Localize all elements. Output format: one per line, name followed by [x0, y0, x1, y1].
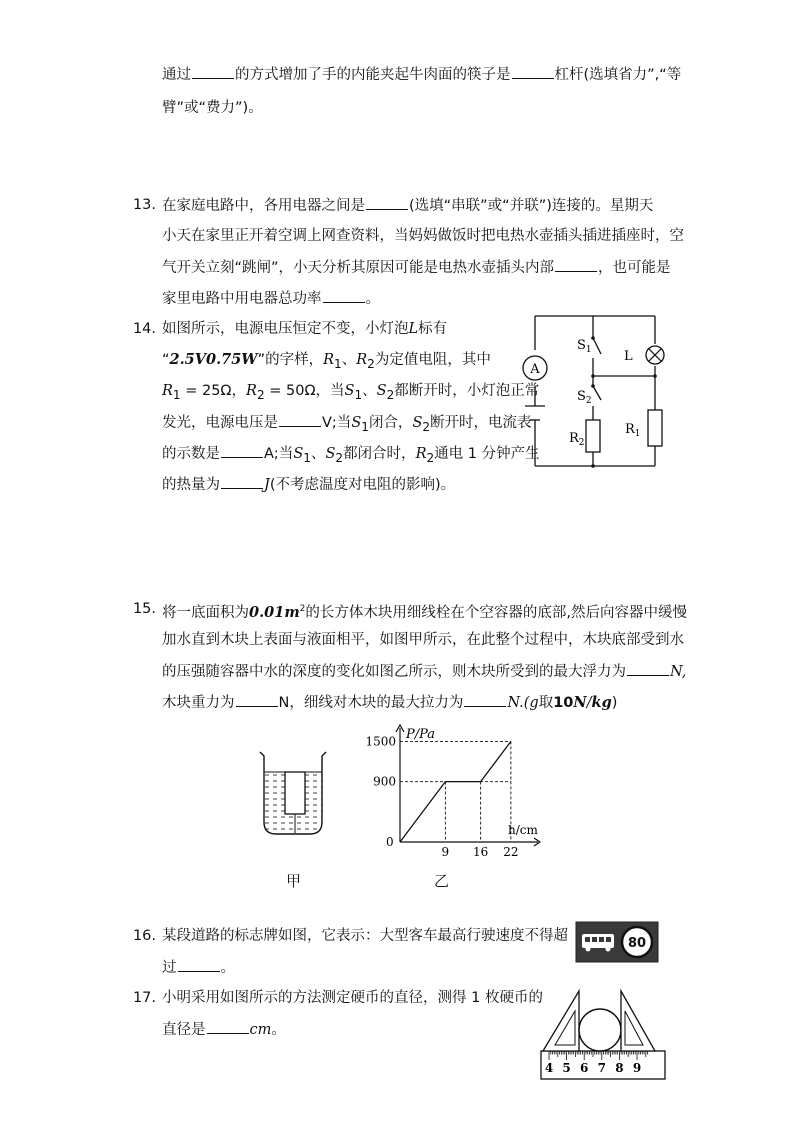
question-number: 16. — [132, 928, 156, 944]
answer-blank[interactable] — [366, 195, 408, 210]
q14-line-6: 的热量为 J(不考虑温度对电阻的影响)。 — [162, 474, 455, 495]
x-axis-label: h/cm — [508, 823, 538, 837]
resistor-r1-icon — [648, 410, 662, 446]
ruler-label: 8 — [615, 1061, 624, 1075]
top-line-1: 通过 的方式增加了手的内能夹起牛肉面的筷子是 杠杆(选填省力”,“等 — [162, 64, 681, 85]
resistor-r1-label: $R_1$ — [625, 422, 641, 439]
q15-line-1: 将一底面积为$0.01m^2$的长方体木块用细线栓在个空容器的底部,然后向容器中缓慢 — [162, 603, 688, 621]
question-number: 13. — [132, 197, 156, 213]
circuit-diagram — [515, 310, 675, 472]
answer-blank[interactable] — [279, 412, 321, 427]
question-number: 14. — [132, 321, 156, 337]
q14-line-5: 的示数是 A;当$S_1$、$S_2$都闭合时，$R_2$通电 1 分钟产生 — [162, 443, 540, 468]
answer-blank[interactable] — [178, 957, 220, 972]
figure-caption-yi: 乙 — [434, 872, 450, 890]
speed-limit-value: 80 — [627, 936, 647, 951]
answer-blank[interactable] — [323, 288, 365, 303]
q16-line-1: 某段道路的标志牌如图，它表示：大型客车最高行驶速度不得超 — [162, 928, 568, 944]
switch-s1-label: $S_1$ — [577, 338, 592, 355]
coin-measurement-figure — [535, 983, 667, 1083]
lamp-label: L — [624, 349, 633, 364]
q15-line-2: 加水直到木块上表面与液面相平，如图甲所示，在此整个过程中，木块底部受到水 — [162, 632, 684, 648]
figure-caption-jia: 甲 — [286, 872, 302, 890]
answer-blank[interactable] — [627, 661, 669, 676]
q15-line-4: 木块重力为 N，细线对木块的最大拉力为 N.(g取10N/kg) — [162, 694, 618, 711]
beaker-figure — [256, 748, 336, 842]
q13-line-1: 在家庭电路中，各用电器之间是 (选填“串联”或“并联”)连接的。星期天 — [162, 195, 653, 216]
y-tick-label: 900 — [373, 774, 396, 789]
ammeter-label: A — [530, 362, 540, 377]
right-triangle — [621, 991, 655, 1051]
answer-blank[interactable] — [512, 64, 554, 79]
question-number: 15. — [132, 601, 156, 617]
question-number: 17. — [132, 990, 156, 1006]
q13-line-4: 家里电路中用电器总功率 。 — [162, 288, 380, 309]
answer-blank[interactable] — [555, 257, 597, 272]
answer-blank[interactable] — [221, 443, 263, 458]
ruler-label: 4 — [544, 1061, 554, 1075]
q14-line-1: 如图所示，电源电压恒定不变，小灯泡L标有 — [162, 321, 448, 337]
y-axis-label: P/Pa — [406, 727, 436, 742]
coin — [579, 1009, 621, 1051]
y-tick-label: 1500 — [365, 734, 396, 749]
q16-line-2: 过 。 — [162, 957, 235, 978]
wood-block — [285, 772, 305, 814]
x-tick-label: 9 — [441, 845, 450, 859]
answer-blank[interactable] — [236, 692, 278, 707]
lamp-icon — [646, 346, 664, 364]
q15-line-3: 的压强随容器中水的深度的变化如图乙所示，则木块所受到的最大浮力为 N, — [162, 661, 686, 682]
switch-s2-label: $S_2$ — [577, 389, 592, 406]
ruler-label: 5 — [562, 1061, 571, 1075]
x-tick-label: 22 — [503, 845, 519, 859]
road-sign-figure — [575, 921, 659, 963]
ruler-label: 7 — [597, 1061, 606, 1075]
resistor-r2-icon — [586, 420, 600, 452]
answer-blank[interactable] — [207, 1019, 249, 1034]
q13-line-3: 气开关立刻“跳闸”，小天分析其原因可能是电热水壶插头内部 ，也可能是 — [162, 257, 671, 278]
q14-line-2: “2.5V0.75W”的字样，$R_1$、$R_2$为定值电阻，其中 — [162, 351, 491, 371]
x-tick-label: 16 — [472, 845, 489, 859]
ruler-label: 9 — [632, 1061, 642, 1075]
q14-line-4: 发光，电源电压是 V;当$S_1$闭合，$S_2$断开时，电流表 — [162, 412, 532, 437]
answer-blank[interactable] — [221, 474, 263, 489]
q14-line-3: $R_1 = 25\Omega$，$R_2 = 50\Omega$，当$S_1$、$S_2$都断开时，小灯泡正常 — [162, 383, 540, 402]
pressure-line — [400, 741, 511, 842]
top-line-2: 臂”或“费力”)。 — [162, 100, 263, 116]
answer-blank[interactable] — [464, 692, 506, 707]
q17-line-1: 小明采用如图所示的方法测定硬币的直径，测得 1 枚硬币的 — [162, 990, 543, 1006]
resistor-r2-label: $R_2$ — [569, 431, 585, 448]
q13-line-2: 小天在家里正开着空调上网查资料，当妈妈做饭时把电热水壶插头插进插座时，空 — [162, 228, 684, 244]
ruler-label: 6 — [580, 1061, 589, 1075]
origin-label: 0 — [386, 835, 394, 849]
answer-blank[interactable] — [192, 64, 234, 79]
q17-line-2: 直径是 cm。 — [162, 1019, 286, 1040]
pressure-depth-chart — [365, 722, 550, 862]
left-triangle — [543, 991, 579, 1051]
